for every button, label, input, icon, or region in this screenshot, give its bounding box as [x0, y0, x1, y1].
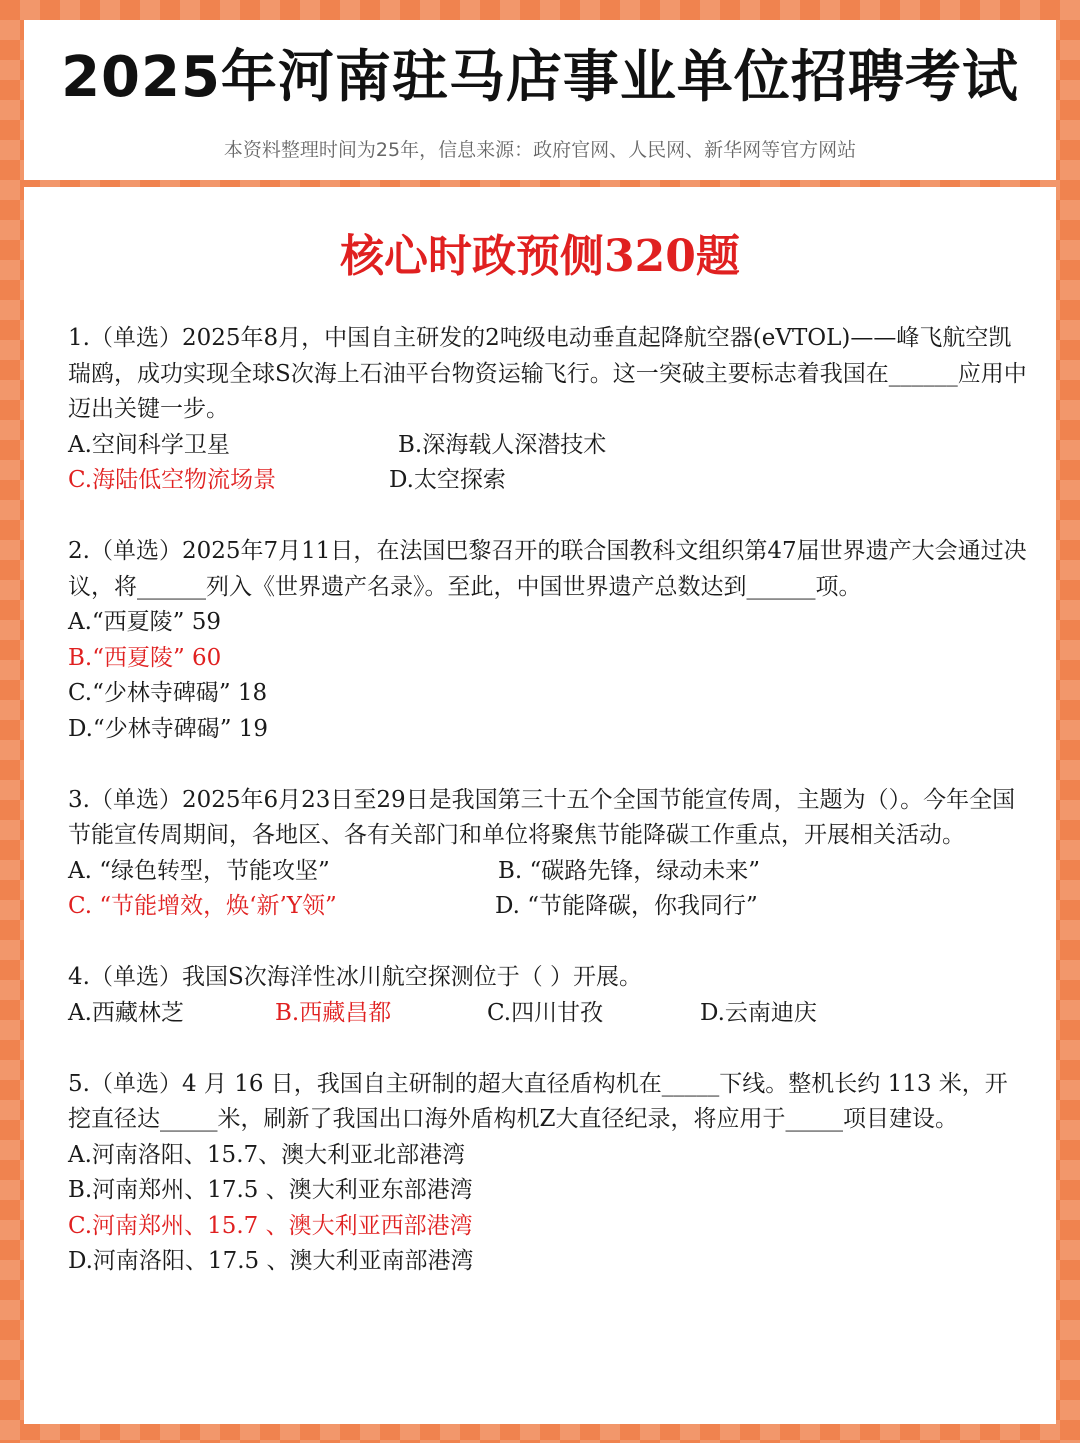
- header-card: [24, 20, 1056, 180]
- question-stem: 5.（单选）4 月 16 日，我国自主研制的超大直径盾构机在_____下线。整机长约 113 米，开挖直径达_____米，刷新了我国出口海外盾构机Z大直径纪录，将应用于_____项目建设。: [68, 1070, 1008, 1132]
- source-note: 本资料整理时间为25年，信息来源：政府官网、人民网、新华网等官方网站: [223, 139, 857, 161]
- option-d: D.云南迪庆: [700, 999, 817, 1026]
- option-row: [68, 463, 1028, 499]
- question-3: [68, 783, 1028, 925]
- question-stem: 3.（单选）2025年6月23日至29日是我国第三十五个全国节能宣传周，主题为（）。今年全国节能宣传周期间，各地区、各有关部门和单位将聚焦节能降碳工作重点，开展相关活动。: [68, 786, 1016, 848]
- option-d: D.“少林寺碑碣” 19: [68, 715, 269, 742]
- option-c: C.“少林寺碑碣” 18: [68, 680, 268, 706]
- question-4: [68, 960, 1028, 1031]
- option-c-correct: C.海陆低空物流场景: [68, 467, 277, 493]
- option-b: B.河南郑州、17.5 、澳大利亚东部港湾: [68, 1177, 473, 1203]
- option-a: A. “绿色转型，节能攻坚”: [68, 857, 330, 884]
- option-a: A.空间科学卫星: [68, 431, 230, 458]
- option-row: [68, 428, 1028, 464]
- option-row: [68, 854, 1028, 890]
- section-title: 核心时政预侧320题: [340, 231, 740, 282]
- question-5: [68, 1067, 1028, 1280]
- question-1: [68, 321, 1028, 499]
- question-list: [68, 321, 1028, 1315]
- option-a: A.“西夏陵” 59: [68, 609, 222, 635]
- question-stem: 1.（单选）2025年8月，中国自主研发的2吨级电动垂直起降航空器(eVTOL)——峰飞航空凯瑞鸥，成功实现全球S次海上石油平台物资运输飞行。这一突破主要标志着我国在______应用中迈出关键一步。: [68, 325, 1027, 422]
- question-stem: 2.（单选）2025年7月11日，在法国巴黎召开的联合国教科文组织第47届世界遗产大会通过决议，将______列入《世界遗产名录》。至此，中国世界遗产总数达到______项。: [68, 538, 1027, 600]
- option-b-correct: B.“西夏陵” 60: [68, 644, 222, 671]
- option-c: C.四川甘孜: [487, 999, 604, 1026]
- option-d: D.河南洛阳、17.5 、澳大利亚南部港湾: [68, 1248, 474, 1274]
- content-card: [24, 187, 1056, 1424]
- option-c-correct: C. “节能增效，焕‘新’Y领”: [68, 893, 337, 919]
- option-a: A.西藏林芝: [68, 999, 184, 1026]
- option-d: D. “节能降碳，你我同行”: [495, 893, 758, 919]
- page-title: 2025年河南驻马店事业单位招聘考试: [61, 45, 1019, 110]
- question-stem: 4.（单选）我国S次海洋性冰川航空探测位于（ ）开展。: [68, 964, 643, 990]
- option-row: [68, 996, 1028, 1032]
- option-c-correct: C.河南郑州、15.7 、澳大利亚西部港湾: [68, 1212, 473, 1239]
- option-b-correct: B.西藏昌都: [275, 999, 392, 1026]
- option-b: B. “碳路先锋，绿动未来”: [498, 857, 761, 884]
- question-2: [68, 534, 1028, 747]
- option-b: B.深海载人深潜技术: [398, 431, 607, 458]
- option-d: D.太空探索: [389, 467, 506, 493]
- option-row: [68, 889, 1028, 925]
- option-a: A.河南洛阳、15.7、澳大利亚北部港湾: [68, 1141, 466, 1168]
